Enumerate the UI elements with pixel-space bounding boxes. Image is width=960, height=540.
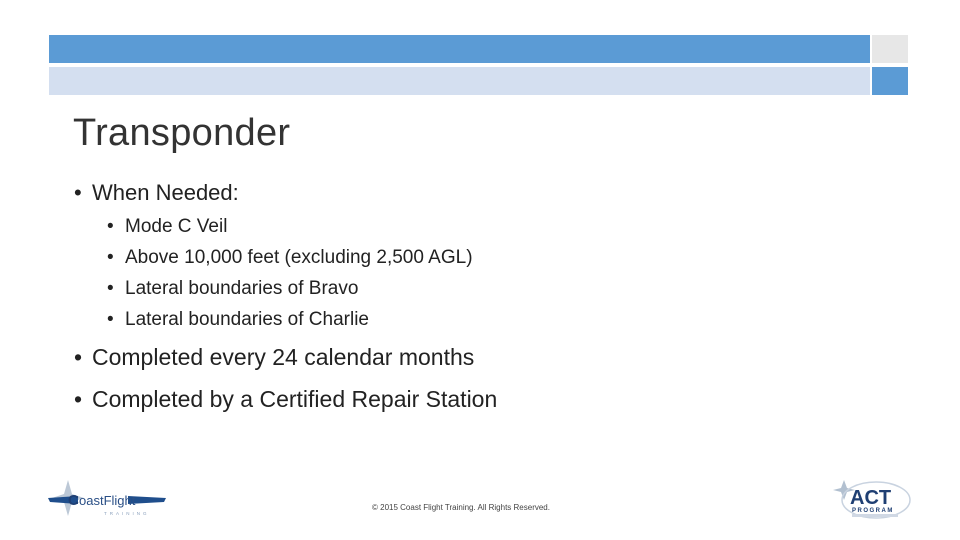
bullet-text: Completed by a Certified Repair Station	[92, 386, 498, 412]
sub-bullet	[107, 309, 369, 331]
bullet-glyph: •	[107, 247, 114, 268]
slide-title: Transponder	[73, 112, 291, 154]
svg-text:oastFlight: oastFlight	[79, 493, 136, 508]
sub-bullet	[107, 278, 358, 300]
bullet-text: When Needed:	[92, 180, 239, 205]
coast-flight-logo	[44, 478, 172, 520]
svg-text:C: C	[68, 492, 79, 509]
bullet-glyph: •	[107, 216, 114, 237]
sub-bullet-text: Lateral boundaries of Bravo	[125, 278, 359, 299]
svg-text:TRAINING: TRAINING	[104, 511, 150, 516]
sub-bullet	[107, 216, 227, 238]
sub-bullet-text: Above 10,000 feet (excluding 2,500 AGL)	[125, 247, 473, 268]
header-bar-secondary	[49, 67, 870, 95]
bullet-glyph: •	[107, 278, 114, 299]
sub-bullet-text: Lateral boundaries of Charlie	[125, 309, 369, 330]
bullet-when-needed	[74, 180, 239, 206]
bullet-glyph: •	[74, 344, 83, 370]
bullet-glyph: •	[74, 180, 82, 205]
bullet-completed-24-months	[74, 344, 474, 371]
bullet-repair-station	[74, 386, 497, 413]
svg-text:PROGRAM: PROGRAM	[852, 508, 894, 514]
bullet-text: Completed every 24 calendar months	[92, 344, 475, 370]
header-square-blue	[872, 67, 908, 95]
bullet-glyph: •	[74, 386, 83, 412]
svg-text:ACT: ACT	[850, 487, 892, 509]
sub-bullet-text: Mode C Veil	[125, 216, 228, 237]
copyright-footer: © 2015 Coast Flight Training. All Rights Reserved.	[372, 503, 550, 512]
bullet-glyph: •	[107, 309, 114, 330]
act-program-logo	[832, 478, 912, 522]
header-square-gray	[872, 35, 908, 63]
sub-bullet	[107, 247, 473, 269]
header-bar-primary	[49, 35, 870, 63]
